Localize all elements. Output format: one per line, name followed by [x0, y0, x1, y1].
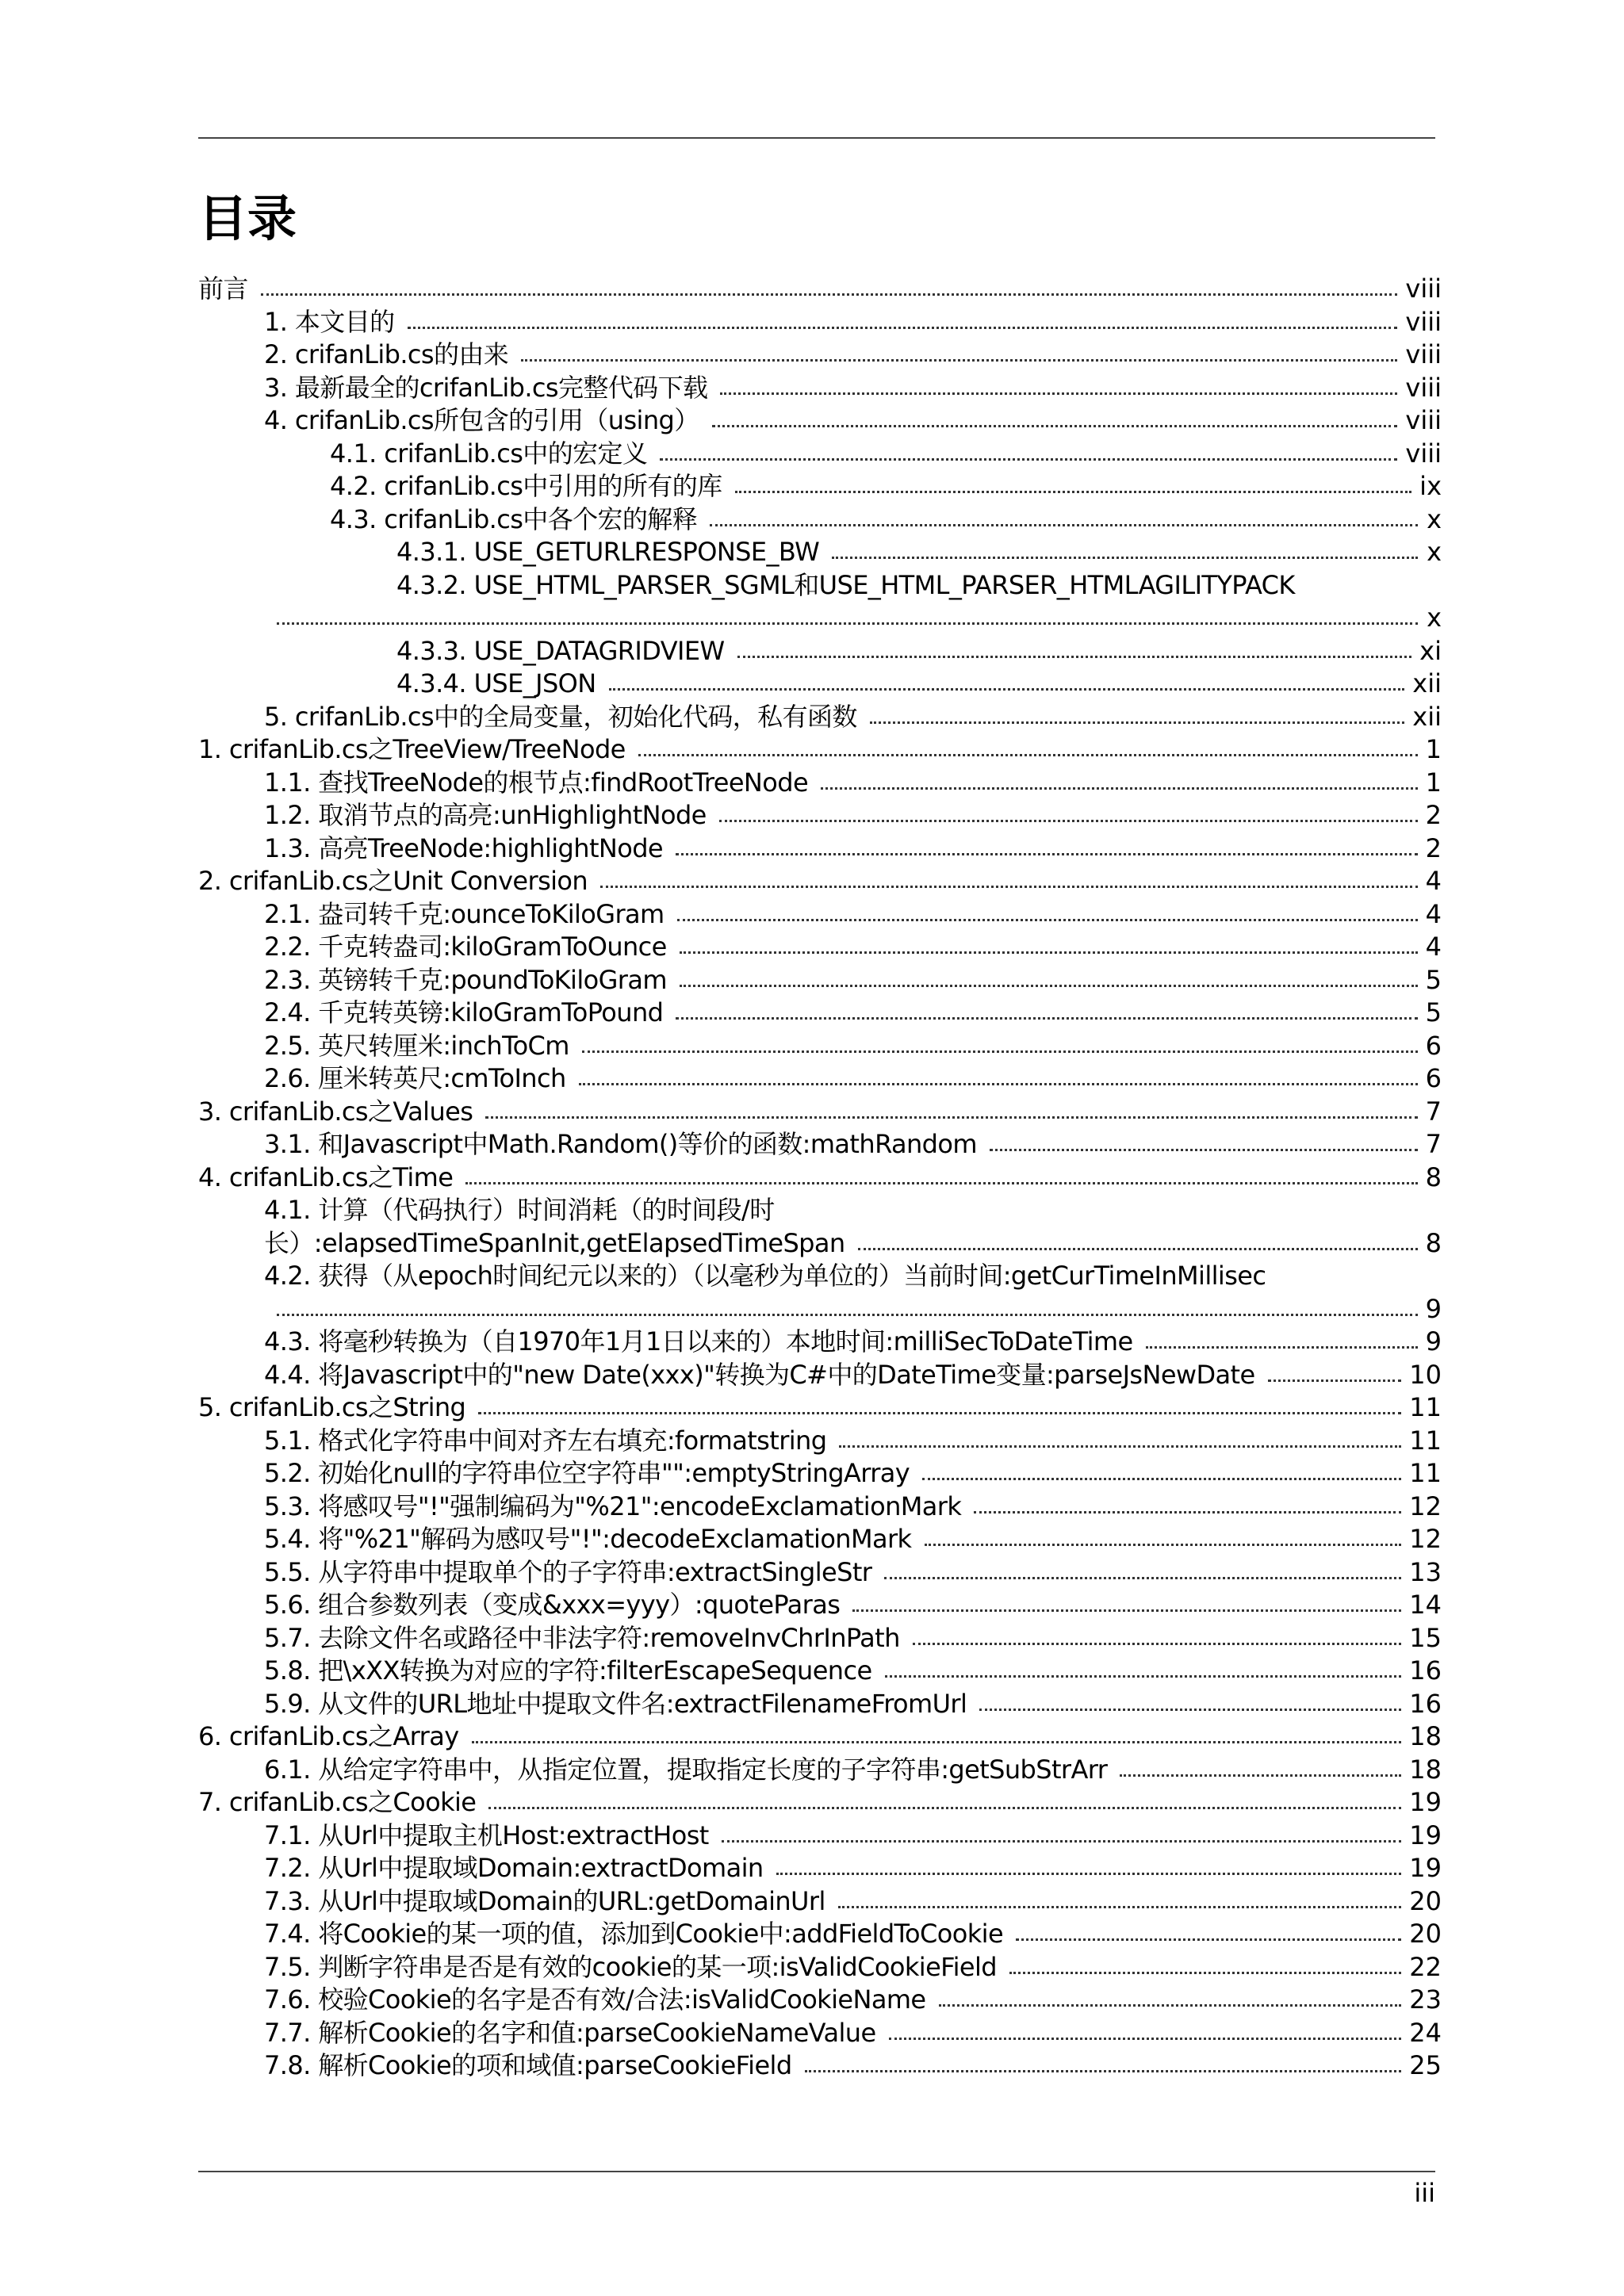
toc-entry[interactable] — [264, 2017, 1442, 2050]
toc-entry-page: 11 — [1409, 1425, 1442, 1456]
toc-entry-page: 15 — [1409, 1622, 1442, 1653]
toc-entry-label: 2.3. 英镑转千克:poundToKiloGram — [264, 964, 667, 995]
toc-entry-page: 19 — [1409, 1853, 1442, 1883]
toc-dot-leader — [582, 1050, 1418, 1053]
toc-entry-page: 9 — [1425, 1293, 1442, 1324]
toc-entry-page: 6 — [1425, 1063, 1442, 1093]
toc-entry-page: 18 — [1409, 1754, 1442, 1785]
toc-entry-label: 1.2. 取消节点的高亮:unHighlightNode — [264, 800, 707, 830]
toc-dot-leader — [720, 392, 1397, 395]
toc-entry[interactable] — [264, 1556, 1442, 1590]
toc-entry-label: 7.3. 从Url中提取域Domain的URL:getDomainUrl — [264, 1885, 825, 1916]
toc-dot-leader — [852, 1609, 1401, 1612]
toc-entry[interactable] — [264, 1425, 1442, 1458]
toc-entry-label: 4.3.1. USE_GETURLRESPONSE_BW — [396, 537, 820, 567]
toc-dot-leader — [884, 1577, 1401, 1579]
toc-entry-page: 16 — [1409, 1655, 1442, 1686]
toc-entry-page: 1 — [1425, 767, 1442, 798]
toc-entry[interactable] — [264, 997, 1442, 1030]
toc-dot-leader — [737, 656, 1412, 658]
toc-dot-leader — [979, 1709, 1401, 1711]
toc-entry[interactable] — [264, 1622, 1442, 1655]
toc-entry-label: 7.4. 将Cookie的某一项的值，添加到Cookie中:addFieldToCookie — [264, 1919, 1004, 1949]
toc-entry-page: 12 — [1409, 1490, 1442, 1521]
toc-entry-label: 4.3.2. USE_HTML_PARSER_SGML和USE_HTML_PARSER_HTMLAGILITYPACK — [396, 569, 1295, 600]
toc-dot-leader — [660, 458, 1397, 461]
toc-dot-leader — [478, 1412, 1401, 1414]
toc-dot-leader — [488, 1807, 1401, 1809]
toc-entry-page: 19 — [1409, 1820, 1442, 1850]
toc-dot-leader — [990, 1149, 1418, 1151]
toc-entry-page: 4 — [1425, 898, 1442, 929]
toc-entry[interactable] — [198, 1161, 1442, 1195]
toc-entry-label: 5. crifanLib.cs之String — [198, 1392, 466, 1422]
toc-entry-label: 4.3. 将毫秒转换为（自1970年1月1日以来的）本地时间:milliSecToDateTime — [264, 1326, 1133, 1357]
toc-entry[interactable] — [264, 1227, 1442, 1261]
toc-entry-label: 5.2. 初始化null的字符串位空字符串"":emptyStringArray — [264, 1458, 910, 1488]
toc-dot-leader — [889, 2038, 1402, 2040]
toc-entry-label: 5.9. 从文件的URL地址中提取文件名:extractFilenameFromUrl — [264, 1688, 967, 1719]
toc-entry-page: 19 — [1409, 1787, 1442, 1817]
toc-dot-leader — [1268, 1380, 1402, 1382]
toc-entry[interactable] — [264, 1359, 1442, 1392]
toc-entry-page: viii — [1405, 339, 1442, 369]
toc-entry[interactable] — [264, 1688, 1442, 1721]
toc-entry-label: 2. crifanLib.cs之Unit Conversion — [198, 866, 588, 896]
toc-entry[interactable] — [198, 1096, 1442, 1129]
toc-entry-label: 2.1. 盎司转千克:ounceToKiloGram — [264, 898, 665, 929]
toc-entry[interactable] — [264, 964, 1442, 997]
toc-entry-label: 4.2. crifanLib.cs中引用的所有的库 — [330, 471, 722, 501]
toc-entry[interactable] — [264, 1457, 1442, 1490]
toc-entry[interactable] — [396, 635, 1442, 668]
toc-dot-leader — [609, 688, 1405, 691]
toc-entry[interactable] — [198, 1786, 1442, 1820]
toc-entry[interactable] — [264, 372, 1442, 405]
toc-entry-label: 7.2. 从Url中提取域Domain:extractDomain — [264, 1853, 764, 1883]
toc-entry-label: 6. crifanLib.cs之Array — [198, 1721, 459, 1751]
toc-entry[interactable] — [264, 1820, 1442, 1853]
toc-dot-leader — [925, 1544, 1402, 1546]
toc-dot-leader — [712, 425, 1398, 427]
toc-entry-label: 4.2. 获得（从epoch时间纪元以来的）（以毫秒为单位的）当前时间:getCurTimeInMillisec — [264, 1261, 1266, 1291]
toc-dot-leader — [677, 919, 1418, 921]
toc-entry[interactable] — [264, 1260, 1442, 1293]
toc-dot-leader — [776, 1873, 1402, 1875]
toc-entry-page: x — [1427, 537, 1442, 567]
toc-dot-leader — [735, 491, 1412, 493]
toc-entry-page: xi — [1419, 635, 1442, 666]
toc-entry-page: 14 — [1409, 1590, 1442, 1620]
toc-dot-leader — [922, 1478, 1401, 1480]
toc-entry-label: 4. crifanLib.cs之Time — [198, 1161, 454, 1192]
toc-entry-page: 18 — [1409, 1721, 1442, 1751]
toc-entry[interactable] — [264, 1490, 1442, 1524]
toc-entry[interactable] — [264, 1918, 1442, 1951]
toc-entry-label: 2.4. 千克转英镑:kiloGramToPound — [264, 997, 664, 1027]
toc-dot-leader — [680, 951, 1418, 954]
toc-entry[interactable] — [330, 470, 1442, 503]
toc-entry-label: 6.1. 从给定字符串中，从指定位置，提取指定长度的子字符串:getSubStrArr — [264, 1754, 1108, 1785]
toc-dot-leader — [974, 1511, 1401, 1513]
toc-entry-page: 5 — [1425, 964, 1442, 995]
toc-entry-label: 5.1. 格式化字符串中间对齐左右填充:formatstring — [264, 1425, 827, 1456]
toc-entry[interactable] — [264, 1951, 1442, 1984]
toc-dot-leader — [521, 359, 1397, 362]
toc-dot-leader — [261, 293, 1398, 296]
toc-dot-leader — [913, 1643, 1401, 1645]
toc-entry-label: 7.5. 判断字符串是否是有效的cookie的某一项:isValidCookieField — [264, 1951, 998, 1982]
footer-page-number: iii — [1414, 2178, 1435, 2208]
toc-dot-leader — [472, 1741, 1402, 1743]
toc-entry-label: 1. crifanLib.cs之TreeView/TreeNode — [198, 734, 626, 764]
toc-entry[interactable] — [264, 2049, 1442, 2083]
toc-entry-label: 7.7. 解析Cookie的名字和值:parseCookieNameValue — [264, 2017, 876, 2048]
toc-entry-page: 22 — [1409, 1951, 1442, 1982]
toc-entry[interactable] — [264, 701, 1442, 734]
toc-entry-label: 4.3. crifanLib.cs中各个宏的解释 — [330, 503, 698, 534]
toc-entry-page: ix — [1419, 471, 1442, 501]
toc-entry-page: 20 — [1409, 1885, 1442, 1916]
toc-entry-page: x — [1427, 503, 1442, 534]
toc-dot-leader — [277, 1314, 1418, 1316]
toc-entry-page: 13 — [1409, 1556, 1442, 1587]
toc-entry[interactable] — [264, 1852, 1442, 1885]
toc-dot-leader — [1120, 1774, 1401, 1777]
toc-entry-page: 9 — [1425, 1326, 1442, 1357]
toc-entry[interactable] — [198, 1720, 1442, 1754]
header-rule — [198, 137, 1435, 139]
toc-entry[interactable] — [264, 1984, 1442, 2017]
toc-entry-page: 2 — [1425, 832, 1442, 863]
footer-rule — [198, 2171, 1435, 2172]
toc-entry-page: 4 — [1425, 866, 1442, 896]
toc-entry-label: 5.8. 把\xXX转换为对应的字符:filterEscapeSequence — [264, 1655, 872, 1686]
toc-entry-page: 20 — [1409, 1919, 1442, 1949]
toc-entry-label: 1.3. 高亮TreeNode:highlightNode — [264, 832, 664, 863]
toc-entry-page: 25 — [1409, 2050, 1442, 2080]
toc-dot-leader — [1016, 1938, 1401, 1941]
toc-entry-page: 8 — [1425, 1227, 1442, 1258]
toc-dot-leader — [870, 721, 1405, 724]
page-title: 目录 — [198, 189, 297, 247]
toc-entry[interactable] — [198, 733, 1442, 767]
toc-entry-label: 5.4. 将"%21"解码为感叹号"!":decodeExclamationMark — [264, 1524, 912, 1554]
toc-entry-label: 7.6. 校验Cookie的名字是否有效/合法:isValidCookieName — [264, 1984, 926, 2015]
toc-dot-leader — [408, 327, 1398, 329]
toc-dot-leader — [821, 787, 1418, 790]
toc-entry[interactable] — [264, 1030, 1442, 1063]
toc-entry-page: 12 — [1409, 1524, 1442, 1554]
toc-entry[interactable] — [396, 536, 1442, 569]
toc-entry-page: 6 — [1425, 1030, 1442, 1061]
toc-entry[interactable] — [198, 865, 1442, 898]
toc-entry[interactable] — [264, 931, 1442, 964]
toc-dot-leader — [676, 1017, 1417, 1020]
toc-entry-page: viii — [1405, 274, 1442, 304]
toc-dot-leader — [722, 1840, 1402, 1843]
toc-entry-page: xii — [1412, 701, 1442, 732]
toc-entry-page: 5 — [1425, 997, 1442, 1027]
toc-entry[interactable] — [264, 799, 1442, 832]
toc-entry[interactable] — [264, 1128, 1442, 1161]
toc-dot-leader — [719, 820, 1418, 822]
toc-dot-leader — [885, 1675, 1402, 1678]
toc-entry-page: 7 — [1425, 1096, 1442, 1127]
toc-entry-label: 7.8. 解析Cookie的项和域值:parseCookieField — [264, 2050, 792, 2080]
toc-entry-page: 11 — [1409, 1458, 1442, 1488]
toc-dot-leader — [939, 2004, 1402, 2007]
toc-entry-label: 4.3.3. USE_DATAGRIDVIEW — [396, 635, 725, 666]
toc-entry-label: 5.5. 从字符串中提取单个的子字符串:extractSingleStr — [264, 1556, 872, 1587]
toc-entry[interactable] — [264, 1326, 1442, 1359]
toc-entry-page: viii — [1405, 405, 1442, 435]
toc-entry[interactable] — [396, 668, 1442, 701]
toc-dot-leader — [676, 853, 1418, 855]
toc-entry[interactable] — [264, 832, 1442, 866]
toc-entry[interactable] — [264, 767, 1442, 800]
toc-entry-page: viii — [1405, 372, 1442, 403]
toc-entry-label: 5. crifanLib.cs中的全局变量，初始化代码，私有函数 — [264, 701, 857, 732]
toc-entry-page: 24 — [1409, 2017, 1442, 2048]
toc-entry-page: 8 — [1425, 1161, 1442, 1192]
toc-entry-label: 2.2. 千克转盎司:kiloGramToOunce — [264, 932, 667, 962]
toc-dot-leader — [465, 1182, 1417, 1184]
toc-entry-page: 1 — [1425, 734, 1442, 764]
toc-entry-page: 11 — [1409, 1392, 1442, 1422]
toc-dot-leader — [600, 886, 1418, 888]
toc-entry-label: 7.1. 从Url中提取主机Host:extractHost — [264, 1820, 709, 1850]
toc-dot-leader — [838, 1906, 1402, 1908]
toc-entry-page: 4 — [1425, 932, 1442, 962]
toc-dot-leader — [839, 1445, 1401, 1448]
toc-dot-leader — [277, 622, 1418, 625]
toc-entry[interactable] — [264, 1885, 1442, 1919]
toc-entry-page: 10 — [1409, 1359, 1442, 1390]
toc-entry-label: 2.5. 英尺转厘米:inchToCm — [264, 1030, 569, 1061]
toc-entry[interactable] — [264, 1523, 1442, 1556]
toc-entry[interactable] — [264, 1754, 1442, 1787]
toc-dot-leader — [710, 524, 1418, 526]
toc-dot-leader — [832, 557, 1418, 559]
toc-entry-label: 5.7. 去除文件名或路径中非法字符:removeInvChrInPath — [264, 1622, 900, 1653]
toc-entry-label: 4.1. crifanLib.cs中的宏定义 — [330, 438, 648, 469]
toc-entry-label: 前言 — [198, 274, 248, 304]
toc-entry[interactable] — [264, 898, 1442, 932]
toc-entry[interactable] — [198, 273, 1442, 306]
toc-entry-label: 4. crifanLib.cs所包含的引用（using） — [264, 405, 699, 435]
toc-entry-label: 5.6. 组合参数列表（变成&xxx=yyy）:quoteParas — [264, 1590, 841, 1620]
toc-entry[interactable] — [264, 1293, 1442, 1326]
toc-entry[interactable] — [330, 503, 1442, 537]
toc-dot-leader — [805, 2070, 1402, 2072]
toc-entry[interactable] — [264, 404, 1442, 438]
toc-entry-page: 2 — [1425, 800, 1442, 830]
toc-entry-label: 2. crifanLib.cs的由来 — [264, 339, 509, 369]
toc-entry[interactable] — [264, 1655, 1442, 1688]
toc-entry-label: 1.1. 查找TreeNode的根节点:findRootTreeNode — [264, 767, 809, 798]
toc-entry-page: 23 — [1409, 1984, 1442, 2015]
toc-dot-leader — [858, 1248, 1418, 1250]
toc-dot-leader — [638, 754, 1418, 756]
toc-entry[interactable] — [396, 569, 1442, 603]
toc-entry-label: 4.4. 将Javascript中的"new Date(xxx)"转换为C#中的DateTime变量:parseJsNewDate — [264, 1359, 1255, 1390]
toc-dot-leader — [485, 1116, 1417, 1119]
toc-entry[interactable] — [264, 1062, 1442, 1096]
toc-dot-leader — [680, 985, 1418, 987]
toc-entry-page: 16 — [1409, 1688, 1442, 1719]
toc-entry[interactable] — [264, 339, 1442, 372]
toc-entry[interactable] — [264, 306, 1442, 339]
toc-entry[interactable] — [264, 1194, 1442, 1227]
toc-entry-label: 5.3. 将感叹号"!"强制编码为"%21":encodeExclamationMark — [264, 1490, 962, 1521]
toc-entry-page: viii — [1405, 438, 1442, 469]
toc-entry-label: 长）:elapsedTimeSpanInit,getElapsedTimeSpan — [264, 1227, 845, 1258]
toc-entry-label: 3.1. 和Javascript中Math.Random()等价的函数:mathRandom — [264, 1129, 977, 1159]
toc-entry[interactable] — [330, 438, 1442, 471]
toc-entry-page: x — [1427, 603, 1442, 633]
toc-entry[interactable] — [264, 602, 1442, 635]
toc-entry-page: 7 — [1425, 1129, 1442, 1159]
toc-entry-page: viii — [1405, 306, 1442, 337]
toc-entry-label: 7. crifanLib.cs之Cookie — [198, 1787, 477, 1817]
toc-entry-label: 2.6. 厘米转英尺:cmToInch — [264, 1063, 566, 1093]
toc-dot-leader — [1146, 1346, 1418, 1349]
toc-entry-label: 4.1. 计算（代码执行）时间消耗（的时间段/时 — [264, 1195, 775, 1225]
toc-entry[interactable] — [198, 1391, 1442, 1425]
toc-dot-leader — [579, 1083, 1418, 1085]
toc-entry-label: 3. crifanLib.cs之Values — [198, 1096, 473, 1127]
toc-entry-label: 1. 本文目的 — [264, 306, 395, 337]
toc-entry-label: 4.3.4. USE_JSON — [396, 668, 596, 698]
toc-entry-page: xii — [1412, 668, 1442, 698]
toc-dot-leader — [1009, 1972, 1401, 1974]
toc-entry[interactable] — [264, 1589, 1442, 1622]
toc-entry-label: 3. 最新最全的crifanLib.cs完整代码下载 — [264, 372, 708, 403]
